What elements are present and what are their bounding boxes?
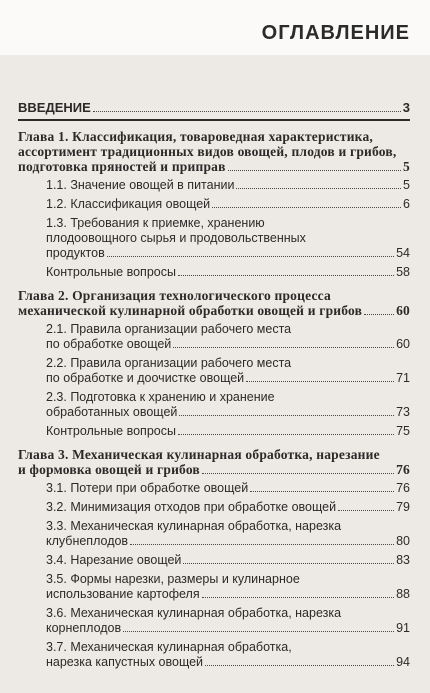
page-number: 91 (396, 621, 410, 635)
toc-entry-text: механической кулинарной обработки овощей и грибов (18, 303, 363, 318)
toc-chapter-entry[interactable] (18, 288, 410, 318)
dot-leader (246, 381, 394, 382)
dot-leader (250, 491, 394, 492)
toc-entry-text: 3.4. Нарезание овощей (46, 553, 182, 567)
toc-section-entry[interactable] (18, 553, 410, 568)
toc-section-entry[interactable] (18, 519, 410, 549)
dot-leader (93, 111, 401, 112)
page-header (0, 0, 430, 55)
toc-chapter-entry[interactable] (18, 129, 410, 174)
toc-section-entry[interactable] (18, 500, 410, 515)
toc-entry-text: корнеплодов (46, 621, 122, 635)
toc-section-entry[interactable] (18, 424, 410, 439)
page-number: 60 (396, 303, 410, 318)
toc-entry-text: клубнеплодов (46, 534, 129, 548)
page-number: 5 (403, 159, 410, 174)
toc-entry-text: Глава 3. Механическая кулинарная обработка, нарезание (18, 447, 380, 462)
page-number: 71 (396, 371, 410, 385)
page-number: 94 (396, 655, 410, 669)
page-number: 75 (396, 424, 410, 438)
page-number: 73 (396, 405, 410, 419)
toc-section-entry[interactable] (18, 606, 410, 636)
dot-leader (130, 544, 394, 545)
toc-entry-text: 3.7. Механическая кулинарная обработка, (46, 640, 292, 654)
toc-entry-text: плодоовощного сырья и продовольственных (46, 231, 306, 245)
dot-leader (228, 170, 401, 171)
toc-entry-text: Контрольные вопросы (46, 424, 176, 438)
dot-leader (202, 473, 394, 474)
dot-leader (212, 207, 401, 208)
dot-leader (178, 275, 394, 276)
toc-entry-text: 3.1. Потери при обработке овощей (46, 481, 249, 495)
toc-entry-text: по обработке и доочистке овощей (46, 371, 245, 385)
page-number: 79 (396, 500, 410, 514)
dot-leader (123, 631, 394, 632)
page-number: 60 (396, 337, 410, 351)
toc-entry-text: Глава 1. Классификация, товароведная характеристика, (18, 129, 373, 144)
dot-leader (236, 188, 401, 189)
toc-entry-text: Контрольные вопросы (46, 265, 176, 279)
dot-leader (364, 314, 394, 315)
toc-section-entry[interactable] (18, 572, 410, 602)
toc-entry-text: 1.2. Классификация овощей (46, 197, 211, 211)
toc-section-entry[interactable] (18, 216, 410, 261)
page-number: 3 (402, 100, 410, 115)
toc-section-entry[interactable] (18, 390, 410, 420)
toc-entry-text: Глава 2. Организация технологического процесса (18, 288, 331, 303)
toc-entry-text: 3.3. Механическая кулинарная обработка, нарезка (46, 519, 342, 533)
dot-leader (107, 256, 394, 257)
toc-entry-text: подготовка пряностей и приправ (18, 159, 226, 174)
toc-section-entry[interactable] (18, 197, 410, 212)
toc-chapter-entry[interactable] (18, 447, 410, 477)
page-number: 83 (396, 553, 410, 567)
dot-leader (178, 434, 394, 435)
page-number: 5 (403, 178, 410, 192)
toc-entry-text: 2.1. Правила организации рабочего места (46, 322, 292, 336)
toc-entry-text: нарезка капустных овощей (46, 655, 204, 669)
page-number: 88 (396, 587, 410, 601)
toc-entry-text: ВВЕДЕНИЕ (18, 100, 91, 115)
toc-entry-text: 3.2. Минимизация отходов при обработке овощей (46, 500, 337, 514)
toc-entry-text: обработанных овощей (46, 405, 178, 419)
toc-entry-text: по обработке овощей (46, 337, 172, 351)
dot-leader (205, 665, 394, 666)
page-number: 6 (403, 197, 410, 211)
page-number: 54 (396, 246, 410, 260)
toc-entry-text: использование картофеля (46, 587, 200, 601)
toc-section-entry[interactable] (18, 265, 410, 280)
toc-entry-text: 1.3. Требования к приемке, хранению (46, 216, 265, 230)
table-of-contents (18, 100, 410, 674)
page-number: 76 (396, 481, 410, 495)
dot-leader (179, 415, 394, 416)
toc-entry-text: 1.1. Значение овощей в питании (46, 178, 235, 192)
page-number: 76 (396, 462, 410, 477)
toc-section-entry[interactable] (18, 481, 410, 496)
dot-leader (202, 597, 395, 598)
toc-entry-text: и формовка овощей и грибов (18, 462, 200, 477)
toc-entry-text: продуктов (46, 246, 105, 260)
toc-intro-entry[interactable] (18, 100, 410, 115)
page-title: ОГЛАВЛЕНИЕ (261, 22, 410, 44)
toc-section-entry[interactable] (18, 178, 410, 193)
page-number: 80 (396, 534, 410, 548)
toc-entry-text: 2.2. Правила организации рабочего места (46, 356, 292, 370)
dot-leader (338, 510, 394, 511)
toc-entry-text: 3.5. Формы нарезки, размеры и кулинарное (46, 572, 300, 586)
toc-entry-text: ассортимент традиционных видов овощей, плодов и грибов, (18, 144, 397, 159)
dot-leader (173, 347, 394, 348)
page-number: 58 (396, 265, 410, 279)
toc-entry-text: 3.6. Механическая кулинарная обработка, нарезка (46, 606, 342, 620)
divider (18, 119, 410, 121)
toc-section-entry[interactable] (18, 640, 410, 670)
toc-section-entry[interactable] (18, 356, 410, 386)
toc-section-entry[interactable] (18, 322, 410, 352)
toc-entry-text: 2.3. Подготовка к хранению и хранение (46, 390, 275, 404)
dot-leader (183, 563, 394, 564)
